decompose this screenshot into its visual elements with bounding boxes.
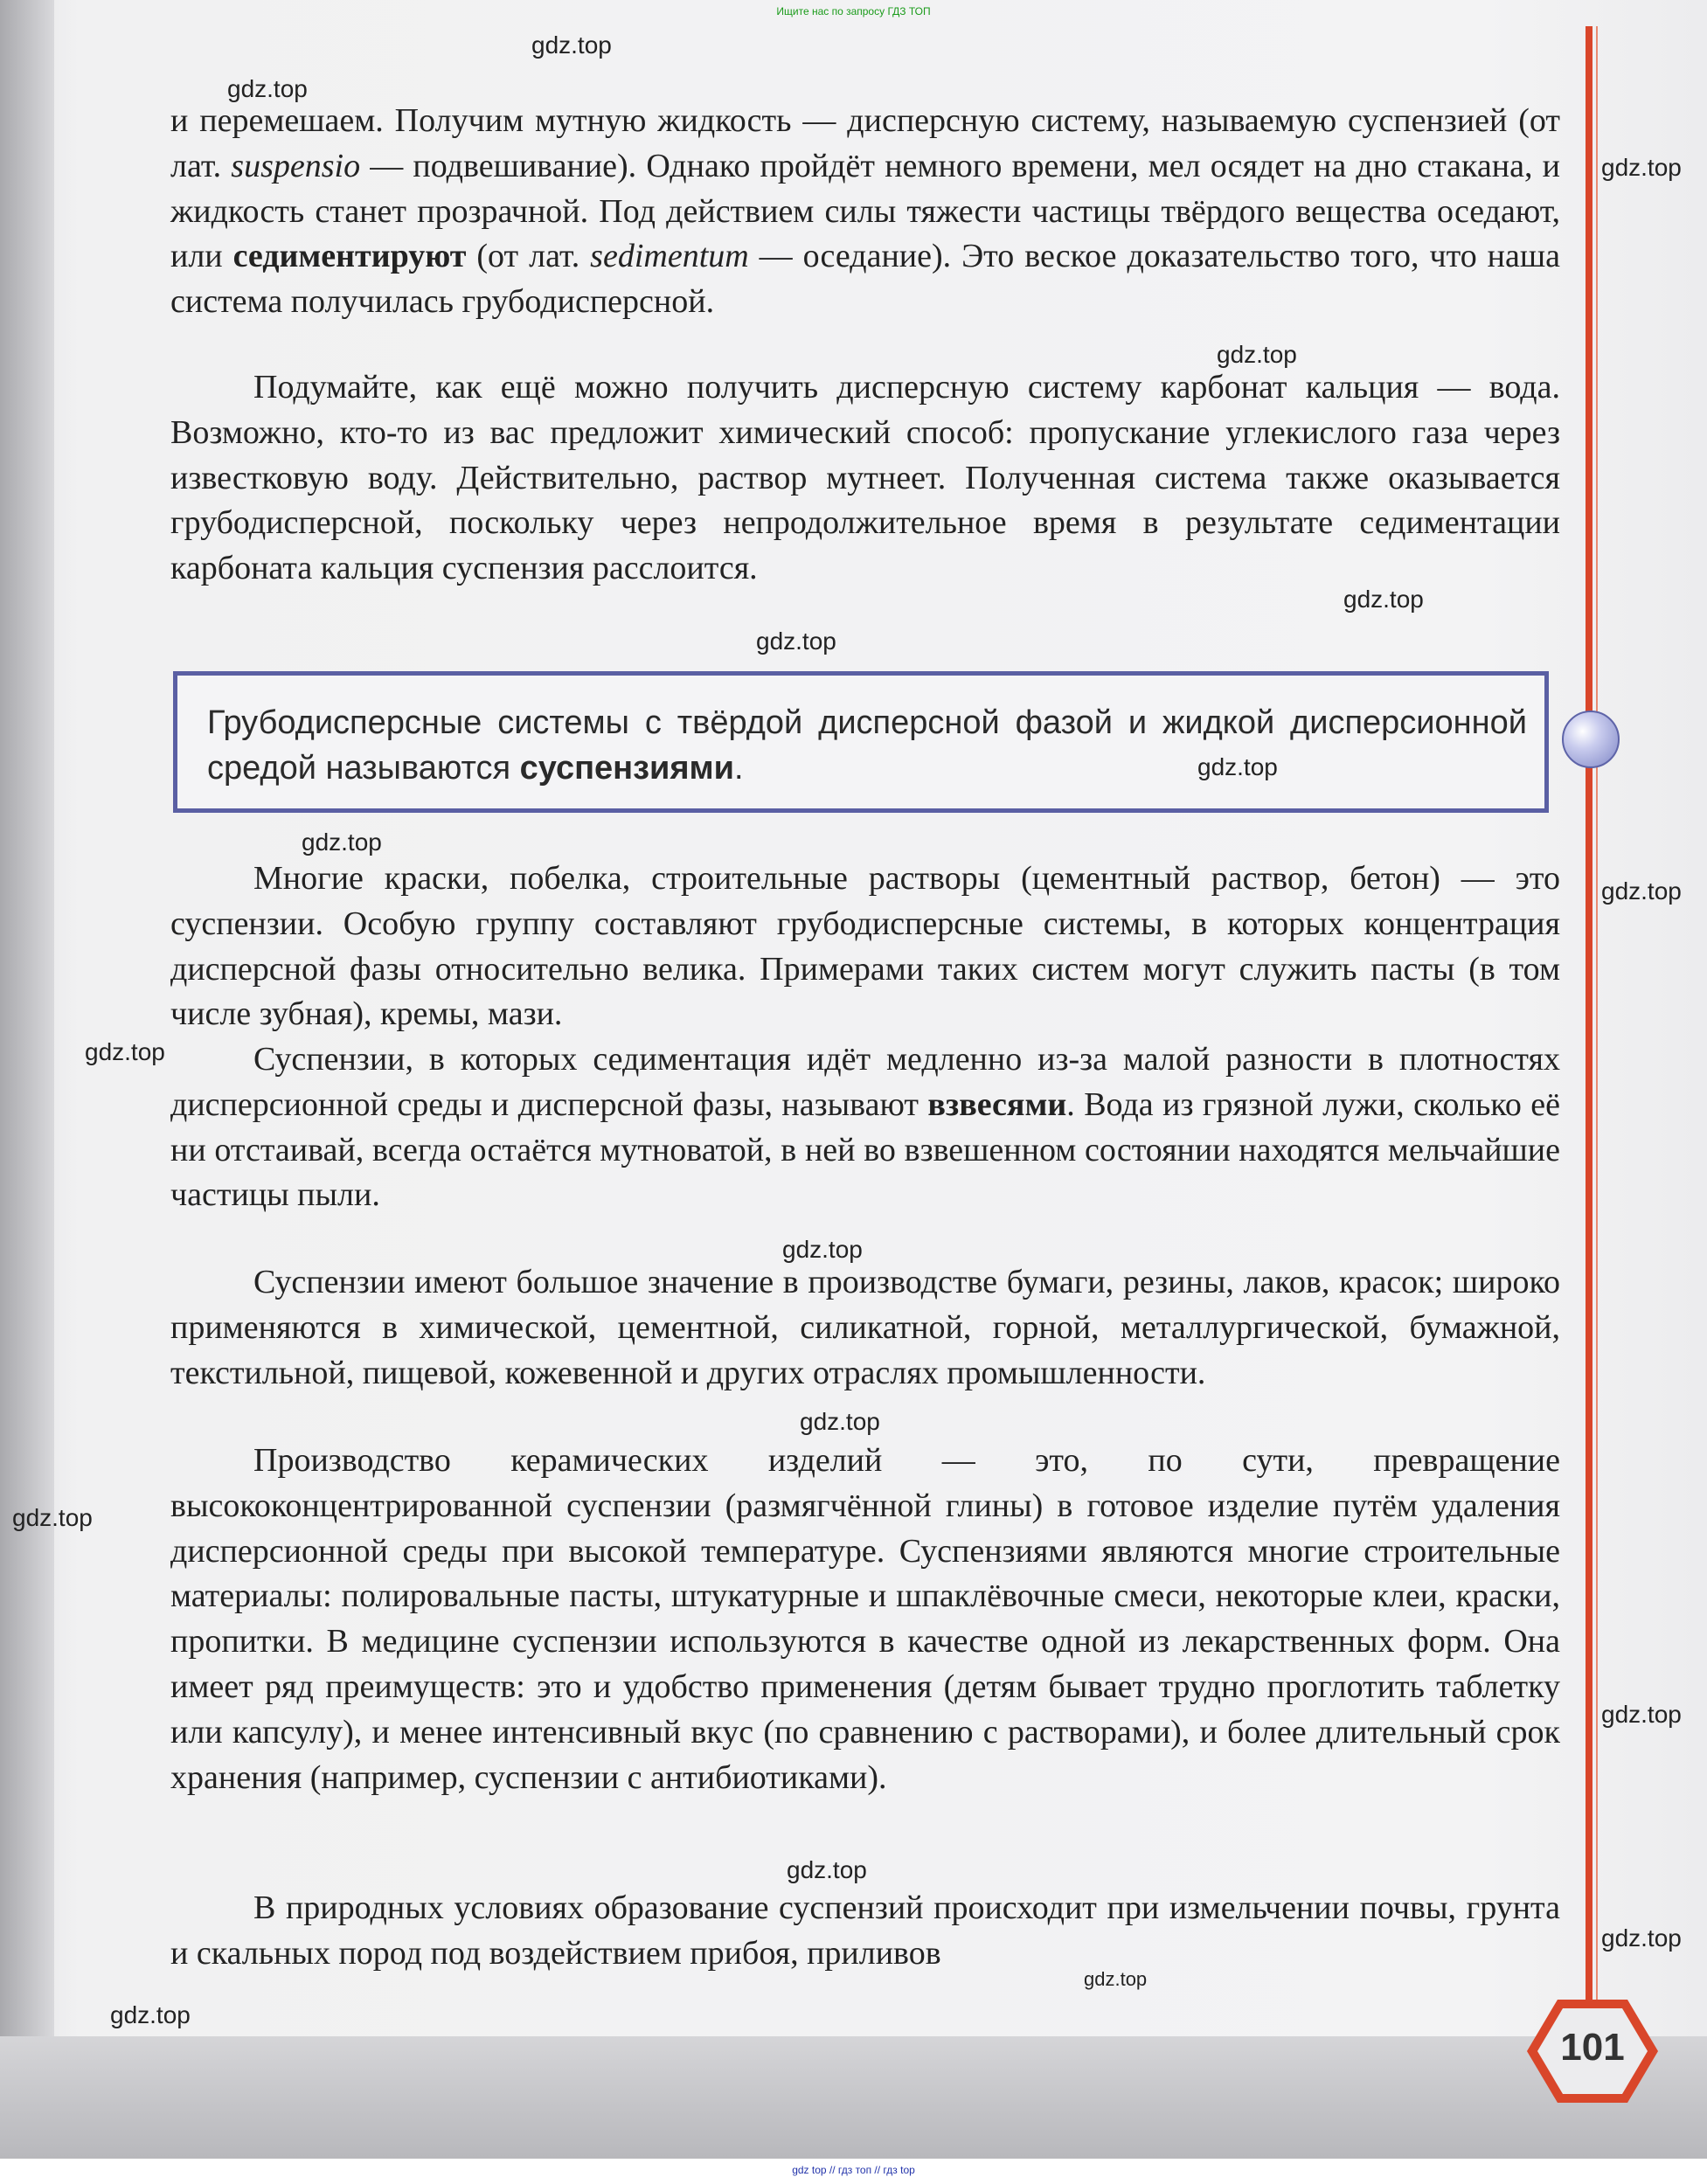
watermark: gdz.top	[782, 1236, 863, 1263]
watermark: gdz.top	[1601, 877, 1682, 905]
watermark: gdz.top	[1197, 753, 1278, 780]
definition-box	[173, 671, 1549, 813]
watermark: gdz.top	[756, 627, 836, 655]
page-bottom-band	[0, 2036, 1707, 2159]
footer-note: gdz top // гдз топ // гдз top	[792, 2164, 915, 2176]
watermark: gdz.top	[1343, 586, 1424, 613]
page-gutter-shadow	[0, 0, 54, 2184]
text: .	[734, 750, 744, 787]
watermark: gdz.top	[302, 829, 382, 856]
watermark: gdz.top	[1084, 1968, 1148, 1990]
latin-term: suspensio	[231, 147, 361, 184]
paragraph-1	[170, 99, 1560, 325]
definition-text	[207, 700, 1527, 791]
text: и перемешаем. Получим мутную жидкость — дисперсную систему, называемую суспензией (от лат.	[170, 102, 1560, 184]
definition-marker-dot	[1562, 711, 1620, 768]
text: Грубодисперсные системы с твёрдой дисперсной фазой и жидкой дисперсионной средой называются	[207, 704, 1527, 787]
paragraph-text: Суспензии имеют большое значение в производстве бумаги, резины, лаков, красок; широко применяются в химической, цементной, силикатной, горной, металлургической, бумажной, текстильной, пищевой, кожевенной и других отраслях промышленности.	[170, 1264, 1560, 1391]
watermark: gdz.top	[787, 1856, 867, 1883]
key-term: суспензиями	[519, 750, 735, 787]
paragraph-text: Подумайте, как ещё можно получить дисперсную систему карбонат кальция — вода. Возможно, кто-то из вас предложит химический способ: пропускание углекислого газа через известковую воду. Действительно, раствор мутнеет. Полученная система также оказывается грубодисперсной, поскольку через непродолжительное время в результате седиментации карбоната кальция суспензия расслоится.	[170, 369, 1560, 587]
paragraph-3	[170, 856, 1560, 1037]
text: . Вода из грязной лужи, сколько её ни отстаивай, всегда остаётся мутноватой, в ней во взвешенном состоянии находятся мельчайшие частицы пыли.	[170, 1085, 1560, 1214]
watermark: gdz.top	[12, 1504, 93, 1531]
paragraph-text: В природных условиях образование суспензий происходит при измельчении почвы, грунта и скальных пород под воздействием прибоя, приливов	[170, 1889, 1560, 1972]
watermark: gdz.top	[1601, 154, 1682, 181]
latin-term: sedimentum	[590, 238, 749, 275]
paragraph-text: Многие краски, побелка, строительные растворы (цементный раствор, бетон) — это суспензии. Особую группу составляют грубодисперсные системы, в которых концентрация дисперсной фазы относительно велика. Примерами таких систем могут служить пасты (в том числе зубная), кремы, мази.	[170, 860, 1560, 1033]
paragraph-4	[170, 1037, 1560, 1218]
key-term: взвесями	[927, 1085, 1067, 1123]
key-term: седиментируют	[232, 238, 467, 275]
text: — оседание). Это веское доказательство того, что наша система получилась грубодисперсной.	[170, 238, 1560, 321]
paragraph-5	[170, 1260, 1560, 1396]
paragraph-text: Производство керамических изделий — это, по сути, превращение высококонцентрированной суспензии (размягчённой глины) в готовое изделие путём удаления дисперсионной среды при высокой температуре. Суспензиями являются многие строительные материалы: полировальные пасты, штукатурные и шпаклёвочные смеси, некоторые клеи, краски, пропитки. В медицине суспензии используются в качестве одной из лекарственных форм. Она имеет ряд преимуществ: это и удобство применения (детям бывает трудно проглотить таблетку или капсулу), и менее интенсивный вкус (по сравнению с растворами), и более длительный срок хранения (например, суспензии с антибиотиками).	[170, 1442, 1560, 1796]
text: — подвешивание). Однако пройдёт немного времени, мел осядет на дно стакана, и жидкость станет прозрачной. Под действием силы тяжести частицы твёрдого вещества оседают, или	[170, 147, 1560, 275]
paragraph-6	[170, 1439, 1560, 1800]
watermark: gdz.top	[85, 1038, 165, 1065]
watermark: gdz.top	[1601, 1924, 1682, 1952]
margin-rule	[1586, 26, 1593, 2045]
watermark: gdz.top	[800, 1408, 880, 1435]
watermark: gdz.top	[227, 75, 308, 102]
text: Суспензии, в которых седиментация идёт медленно из-за малой разности в плотностях дисперсионной среды и дисперсной фазы, называют	[170, 1041, 1560, 1123]
text: (от лат.	[466, 238, 591, 275]
watermark: gdz.top	[110, 2001, 191, 2028]
watermark: gdz.top	[1601, 1701, 1682, 1728]
watermark: gdz.top	[531, 31, 612, 59]
page-number: 101	[1560, 2026, 1625, 2069]
watermark: gdz.top	[1217, 341, 1297, 368]
paragraph-7	[170, 1886, 1560, 1977]
paragraph-2	[170, 365, 1560, 592]
margin-rule-thin	[1596, 26, 1598, 2045]
header-note: Ищите нас по запросу ГДЗ ТОП	[776, 5, 931, 17]
